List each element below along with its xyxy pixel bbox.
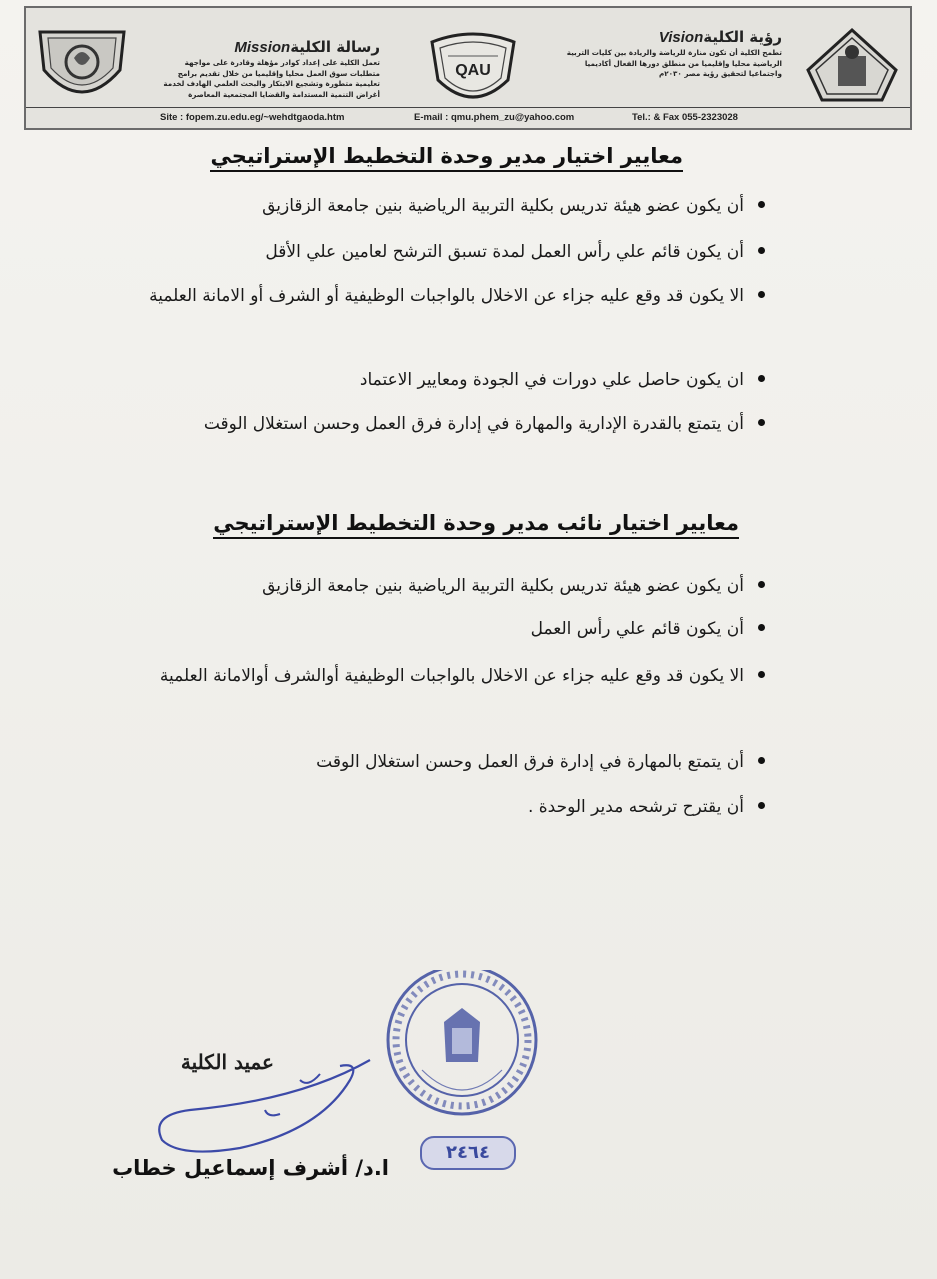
dean-title: عميد الكلية — [180, 1050, 274, 1074]
vision-text: تطمح الكلية أن تكون منارة للرياضة والريادة بين كليات التربية الرياضية محليا وإقليميا من منطلق دورها الفعال أكاديميا واجتماعيا لتحقيق رؤية مصر ٢٠٣٠م — [566, 48, 782, 78]
list-item: أن يقترح ترشحه مدير الوحدة . — [528, 797, 765, 817]
letterhead — [24, 6, 912, 130]
site-text: Site : fopem.zu.edu.eg/~wehdtgaoda.htm — [160, 112, 345, 123]
bullet-icon — [758, 201, 765, 208]
dean-name: ا.د/ أشرف إسماعيل خطاب — [112, 1156, 389, 1180]
list-item: أن يكون عضو هيئة تدريس بكلية التربية الرياضية بنين جامعة الزقازيق — [262, 576, 765, 596]
mission-block — [152, 38, 380, 100]
bullet-icon — [758, 757, 765, 764]
section1-heading: معايير اختيار مدير وحدة التخطيط الإستراتيجي — [210, 144, 683, 172]
stamp-number-badge — [420, 1136, 516, 1170]
bullet-icon — [758, 671, 765, 678]
handwritten-signature — [150, 1040, 390, 1160]
list-item: ان يكون حاصل علي دورات في الجودة ومعايير الاعتماد — [360, 370, 765, 390]
stamp-number: ٢٤٦٤ — [446, 1142, 490, 1163]
bullet-icon — [758, 802, 765, 809]
bullet-icon — [758, 291, 765, 298]
official-stamp — [382, 970, 552, 1120]
bullet-icon — [758, 247, 765, 254]
bullet-icon — [758, 581, 765, 588]
vision-block — [557, 28, 782, 80]
email-text: E-mail : qmu.phem_zu@yahoo.com — [414, 112, 575, 123]
qau-logo-icon — [418, 28, 528, 110]
bullet-icon — [758, 419, 765, 426]
vision-title: رؤية الكليةVision — [658, 28, 782, 46]
list-item: أن يكون عضو هيئة تدريس بكلية التربية الرياضية بنين جامعة الزقازيق — [262, 196, 765, 216]
bullet-icon — [758, 375, 765, 382]
list-item: أن يتمتع بالمهارة في إدارة فرق العمل وحسن استغلال الوقت — [316, 752, 765, 772]
mission-title: رسالة الكليةMission — [234, 38, 380, 56]
letterhead-contact-bar — [26, 107, 910, 128]
list-item: أن يكون قائم علي رأس العمل — [531, 619, 765, 639]
mission-text: تعمل الكلية على إعداد كوادر مؤهلة وقادرة على مواجهة متطلبات سوق العمل محليا وإقليميا من خلال تقديم برامج تعليمية متطورة وتشجيع الابتكار والبحث العلمي الهادف لخدمة أغراض التنمية المستدامة والقضايا المجتمعية المعاصرة — [163, 58, 380, 99]
qau-text: QAU — [455, 62, 491, 79]
list-item: أن يكون قائم علي رأس العمل لمدة تسبق الترشح لعامين علي الأقل — [265, 242, 765, 262]
list-item: الا يكون قد وقع عليه جزاء عن الاخلال بالواجبات الوظيفية أو الشرف أو الامانة العلمية — [133, 276, 765, 317]
faculty-emblem-icon — [34, 22, 130, 108]
bullet-icon — [758, 624, 765, 631]
university-emblem-icon — [804, 26, 900, 108]
list-item: الا يكون قد وقع عليه جزاء عن الاخلال بالواجبات الوظيفية أوالشرف أوالامانة العلمية — [133, 656, 765, 697]
list-item: أن يتمتع بالقدرة الإدارية والمهارة في إدارة فرق العمل وحسن استغلال الوقت — [204, 414, 765, 434]
phone-text: Tel.: & Fax 055-2323028 — [632, 112, 738, 123]
section2-heading: معايير اختيار نائب مدير وحدة التخطيط الإستراتيجي — [213, 511, 739, 539]
